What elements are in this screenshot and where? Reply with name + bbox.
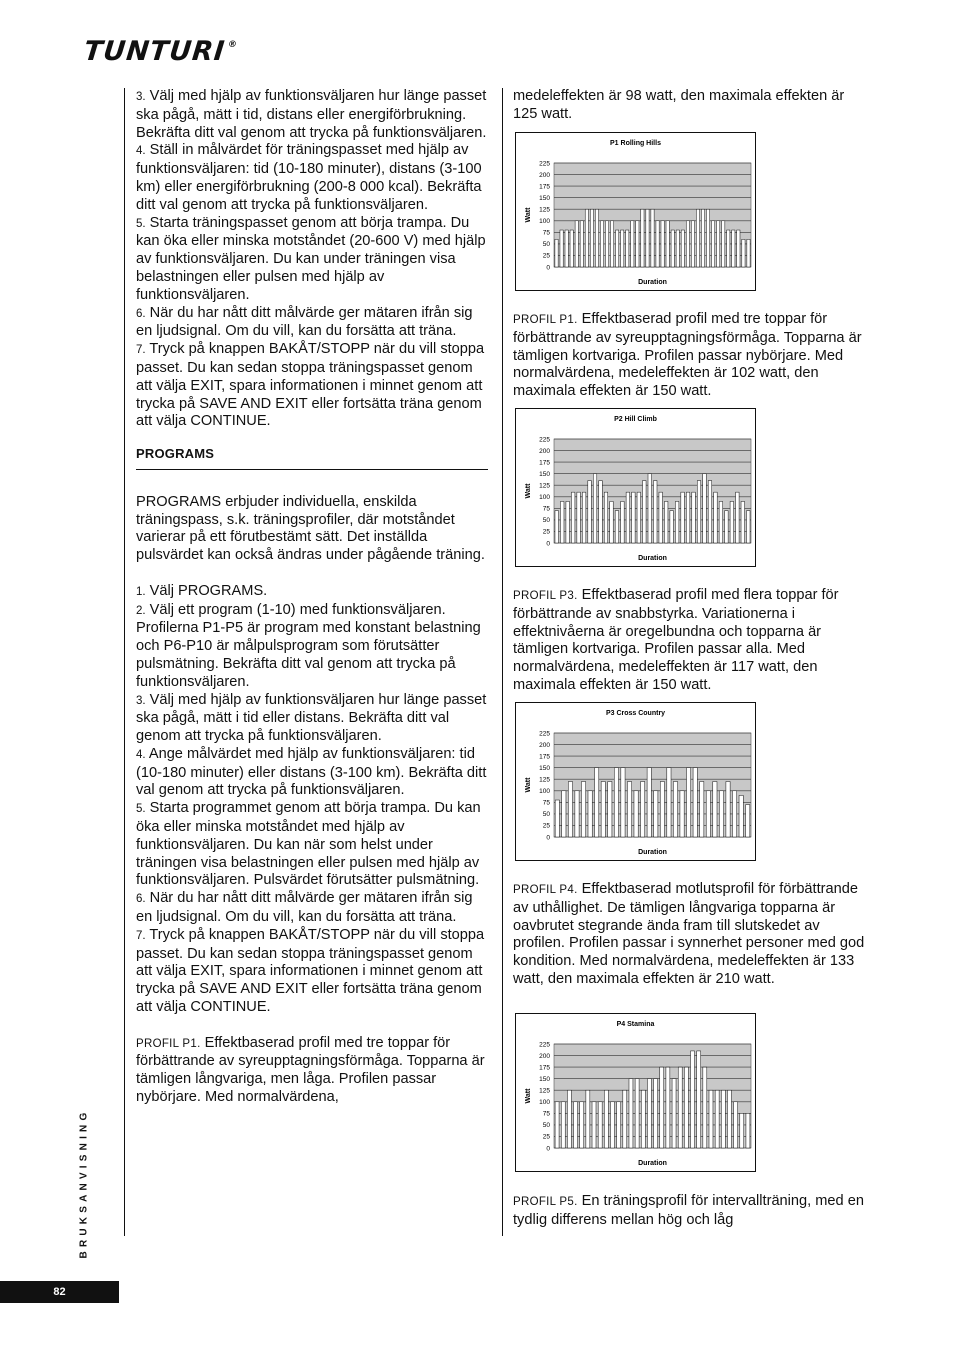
- bar: [670, 511, 674, 543]
- y-tick-label: 200: [539, 447, 550, 455]
- y-tick-label: 225: [539, 436, 550, 444]
- bar: [635, 1079, 639, 1148]
- step-number: 7.: [136, 344, 146, 357]
- y-tick-label: 75: [542, 799, 550, 807]
- profile-text: Effektbaserad motlutsprofil för förbättrande av uthållighet. De tämligen långvariga topparna är oavbrutet stegrande ända fram till slutskedet av profilen. Profilen passar i synnerhet personer med god kondition. Med normalvärdena, medeleffekten är 133 watt, den maximala effekten är 210 watt.: [513, 881, 865, 987]
- step-number: 6.: [136, 307, 146, 320]
- bar: [732, 791, 736, 837]
- right-column-p1-end: [513, 88, 865, 124]
- registered-mark: ®: [227, 40, 239, 50]
- bar: [555, 1102, 559, 1148]
- bar: [701, 209, 704, 267]
- bar: [742, 239, 745, 267]
- bar: [555, 239, 558, 267]
- step-text: Starta träningspasset genom att börja trampa. Du kan öka eller minska motståndet (20-600 V) med hjälp av funktionsväljaren. Du kan under träningen visa belastningen eller pulsen med hjälp av funktionsväljaren.: [136, 214, 486, 303]
- step-text: Välj med hjälp av funktionsväljaren hur länge passet ska pågå, mätt i tid eller distans. Bekräfta ditt val genom att trycka på funktionsväljaren.: [136, 691, 487, 745]
- bar: [746, 805, 750, 837]
- bar: [672, 1079, 676, 1148]
- instruction-step: [136, 88, 488, 142]
- bar: [570, 230, 573, 267]
- bar: [588, 481, 592, 543]
- bar: [582, 492, 586, 543]
- bar: [593, 474, 597, 543]
- step-text: Välj ett program (1-10) med funktionsväljaren. Profilerna P1-P5 är program med konstant belastning och P6-P10 är målpulsprogram som förutsätter pulsmätning. Bekräfta ditt val genom att trycka på funktionsväljaren.: [136, 601, 481, 690]
- bar: [566, 501, 570, 543]
- bar: [611, 1102, 615, 1148]
- bar: [623, 1090, 627, 1148]
- bar: [737, 230, 740, 267]
- instruction-step: [136, 341, 488, 431]
- bar: [706, 791, 710, 837]
- bar: [641, 1090, 645, 1148]
- bar: [671, 230, 674, 267]
- bar: [599, 481, 603, 543]
- y-tick-label: 75: [542, 229, 550, 237]
- x-axis-label: Duration: [638, 849, 667, 856]
- bar: [643, 481, 647, 543]
- y-tick-label: 125: [539, 482, 550, 490]
- y-tick-label: 75: [542, 1110, 550, 1118]
- programs-heading: PROGRAMS: [136, 445, 488, 470]
- profile-label: PROFIL P1.: [513, 314, 578, 326]
- instruction-list-programs: [136, 583, 488, 1017]
- bar: [740, 1113, 744, 1148]
- bar: [691, 1051, 695, 1148]
- bar: [641, 209, 644, 267]
- page-number: 82: [0, 1281, 119, 1303]
- bar: [631, 221, 634, 267]
- tunturi-logo: [82, 36, 238, 67]
- bar: [660, 782, 664, 837]
- bar: [560, 230, 563, 267]
- bar: [629, 1079, 633, 1148]
- bar: [730, 501, 734, 543]
- y-tick-label: 100: [539, 1099, 550, 1107]
- y-tick-label: 0: [546, 834, 550, 842]
- bar: [692, 492, 696, 543]
- bar: [615, 511, 619, 543]
- bar: [680, 791, 684, 837]
- step-text: Tryck på knappen BAKÅT/STOPP när du vill stoppa passet. Du kan sedan stoppa träningspasset genom att välja EXIT, spara informationen i minnet genom att trycka på SAVE AND EXIT eller fortsätta träna genom att välja CONTINUE.: [136, 926, 485, 1016]
- bar: [653, 481, 657, 543]
- bar: [691, 221, 694, 267]
- bar: [555, 511, 559, 543]
- bar: [600, 221, 603, 267]
- left-column-rule: [124, 88, 125, 1236]
- profile-label: PROFIL P4.: [513, 884, 578, 896]
- bar: [580, 221, 583, 267]
- bar: [654, 1079, 658, 1148]
- y-tick-label: 225: [539, 160, 550, 168]
- step-text: När du har nått ditt målvärde ger mätaren ifrån sig en ljudsignal. Om du vill, kan du forsätta att träna.: [136, 890, 473, 926]
- profile-text: En träningsprofil för intervallträning, med en tydlig differens mellan hög och låg: [513, 1193, 864, 1228]
- bar: [736, 492, 740, 543]
- bar: [693, 768, 697, 837]
- bar: [686, 221, 689, 267]
- step-text: Ställ in målvärdet för träningspasset med hjälp av funktionsväljaren: tid (10-180 minuter), distans (3-100 km) eller energiförbrukning (200-8 000 kcal). Bekräfta ditt val genom att trycka på funktionsväljaren.: [136, 142, 482, 213]
- bar: [659, 492, 663, 543]
- bar: [703, 1067, 707, 1148]
- bar: [667, 768, 671, 837]
- y-tick-label: 25: [542, 1133, 550, 1141]
- sidebar-text: BRUKSANVISNING: [78, 1108, 90, 1259]
- y-tick-label: 0: [546, 264, 550, 272]
- instruction-step: [136, 215, 488, 305]
- y-tick-label: 175: [539, 183, 550, 191]
- bar: [562, 791, 566, 837]
- right-column-p3: [513, 587, 865, 695]
- y-tick-label: 150: [539, 1075, 550, 1083]
- bar: [585, 209, 588, 267]
- y-axis-label: Watt: [525, 483, 532, 499]
- instruction-step: [136, 692, 488, 746]
- y-tick-label: 0: [546, 540, 550, 548]
- bar: [673, 782, 677, 837]
- bar: [648, 474, 652, 543]
- step-number: 5.: [136, 217, 146, 230]
- y-tick-label: 125: [539, 206, 550, 214]
- bar: [595, 768, 599, 837]
- bar: [721, 1090, 725, 1148]
- bar: [604, 1090, 608, 1148]
- x-axis-label: Duration: [638, 279, 667, 286]
- y-tick-label: 100: [539, 218, 550, 226]
- bar: [664, 501, 668, 543]
- chart-p3-cross-country: [515, 702, 756, 861]
- step-number: 4.: [136, 145, 146, 158]
- bar: [661, 221, 664, 267]
- bar: [595, 209, 598, 267]
- bar: [660, 1067, 664, 1148]
- profile-p5-paragraph: [513, 1193, 865, 1230]
- bar: [560, 501, 564, 543]
- y-tick-label: 125: [539, 776, 550, 784]
- bar: [678, 1067, 682, 1148]
- chart-p4-stamina: [515, 1013, 756, 1172]
- profile-p1-paragraph: [136, 1035, 488, 1107]
- y-tick-label: 50: [542, 811, 550, 819]
- bar: [621, 501, 625, 543]
- instruction-step: [136, 927, 488, 1017]
- y-tick-label: 175: [539, 1064, 550, 1072]
- instruction-step: [136, 890, 488, 927]
- bar: [555, 800, 559, 837]
- profile-label: PROFIL P1.: [136, 1037, 201, 1050]
- right-column-rule: [502, 88, 503, 1236]
- bar: [641, 782, 645, 837]
- bar: [747, 239, 750, 267]
- step-text: Tryck på knappen BAKÅT/STOPP när du vill stoppa passet. Du kan sedan stoppa träningspasset genom att välja EXIT, spara informationen i minnet genom att trycka på SAVE AND EXIT eller fortsätta träna genom att välja CONTINUE.: [136, 341, 485, 430]
- step-text: När du har nått ditt målvärde ger mätaren ifrån sig en ljudsignal. Om du vill, kan du forsätta att träna.: [136, 304, 473, 340]
- instruction-step: [136, 142, 488, 214]
- bar: [727, 230, 730, 267]
- bar: [610, 221, 613, 267]
- y-axis-label: Watt: [525, 777, 532, 793]
- bar: [713, 782, 717, 837]
- bar: [646, 209, 649, 267]
- y-tick-label: 25: [542, 822, 550, 830]
- bar: [741, 501, 745, 543]
- right-column-p2: [513, 311, 865, 401]
- bar: [565, 230, 568, 267]
- y-axis-label: Watt: [525, 1088, 532, 1104]
- step-number: 7.: [136, 929, 146, 942]
- bar: [577, 492, 581, 543]
- bar: [656, 221, 659, 267]
- profile-label: PROFIL P3.: [513, 590, 578, 602]
- profile-text: Effektbaserad profil med tre toppar för förbättrande av syreupptagningsförmåga. Topparna är tämligen långvariga, men låga. Profilen passar nybörjare. Med normalvärdena,: [136, 1034, 485, 1106]
- bar: [709, 1090, 713, 1148]
- step-number: 3.: [136, 91, 146, 103]
- chart-p1-rolling-hills: [515, 132, 756, 291]
- step-number: 5.: [136, 803, 146, 816]
- bar: [719, 501, 723, 543]
- y-tick-label: 150: [539, 194, 550, 202]
- step-number: 2.: [136, 604, 146, 617]
- bar: [717, 221, 720, 267]
- y-tick-label: 225: [539, 730, 550, 738]
- x-axis-label: Duration: [638, 1160, 667, 1167]
- chart-title: P3 Cross Country: [605, 710, 666, 717]
- bar: [571, 492, 575, 543]
- bar: [586, 1090, 590, 1148]
- bar: [568, 782, 572, 837]
- bar: [632, 492, 636, 543]
- profile-text: Effektbaserad profil med flera toppar för förbättrande av snabbstyrka. Variationerna i effektnivåerna är oregelbundna och topparna är tämligen kortvariga. Profilen passar alla. Med normalvärdena, medeleffekten är 117 watt, den maximala effekten är 150 watt.: [513, 587, 839, 693]
- bar: [734, 1102, 738, 1148]
- profile-p2-paragraph: [513, 311, 865, 401]
- bar: [675, 501, 679, 543]
- bar: [725, 511, 729, 543]
- right-column-p5: [513, 1193, 865, 1230]
- y-tick-label: 150: [539, 764, 550, 772]
- bar: [700, 782, 704, 837]
- bar: [666, 221, 669, 267]
- profile-p3-paragraph: [513, 587, 865, 695]
- bar: [590, 209, 593, 267]
- bar: [614, 768, 618, 837]
- bar: [610, 501, 614, 543]
- bar: [681, 230, 684, 267]
- y-tick-label: 25: [542, 528, 550, 536]
- bar: [732, 230, 735, 267]
- bar: [581, 782, 585, 837]
- step-text: Starta programmet genom att börja trampa. Du kan öka eller minska motståndet med hjälp av funktionsväljaren. Du kan när som helst under träningen visa belastningen eller pulsen med hjälp av funktionsväljaren. Pulsvärdet förutsätter pulsmätning.: [136, 800, 481, 889]
- bar: [654, 791, 658, 837]
- bar: [647, 1079, 651, 1148]
- bar: [684, 1067, 688, 1148]
- bar: [617, 1102, 621, 1148]
- bar: [676, 230, 679, 267]
- bar: [687, 768, 691, 837]
- step-number: 3.: [136, 694, 146, 707]
- y-axis-label: Watt: [525, 207, 532, 223]
- y-tick-label: 50: [542, 241, 550, 249]
- y-tick-label: 150: [539, 470, 550, 478]
- bar: [708, 481, 712, 543]
- step-number: 6.: [136, 893, 146, 906]
- y-tick-label: 200: [539, 171, 550, 179]
- y-tick-label: 200: [539, 741, 550, 749]
- bar: [627, 782, 631, 837]
- bar: [574, 1102, 578, 1148]
- bar: [575, 791, 579, 837]
- bar: [697, 1051, 701, 1148]
- instruction-step: [136, 305, 488, 342]
- bar: [696, 209, 699, 267]
- instruction-step: [136, 583, 488, 602]
- bar: [561, 1102, 565, 1148]
- sidebar-label: [74, 1108, 94, 1268]
- instruction-step: [136, 746, 488, 800]
- left-column: [136, 88, 488, 1107]
- bar: [580, 1102, 584, 1148]
- instruction-step: [136, 602, 488, 692]
- chart-title: P4 Stamina: [616, 1021, 655, 1028]
- bar: [719, 791, 723, 837]
- bar: [601, 782, 605, 837]
- bar: [604, 492, 608, 543]
- step-text: Välj PROGRAMS.: [149, 582, 268, 599]
- bar: [739, 795, 743, 837]
- bar: [726, 782, 730, 837]
- bar: [746, 1113, 750, 1148]
- y-tick-label: 175: [539, 459, 550, 467]
- bar: [588, 791, 592, 837]
- y-tick-label: 75: [542, 505, 550, 513]
- right-column-p4: [513, 881, 865, 989]
- bar: [621, 230, 624, 267]
- y-tick-label: 200: [539, 1052, 550, 1060]
- chart-title: P2 Hill Climb: [614, 416, 657, 423]
- instruction-step: [136, 800, 488, 890]
- p1-continuation: medeleffekten är 98 watt, den maximala effekten är 125 watt.: [513, 88, 845, 122]
- bar: [637, 492, 641, 543]
- step-number: 1.: [136, 585, 146, 598]
- bar: [666, 1067, 670, 1148]
- y-tick-label: 175: [539, 753, 550, 761]
- bar: [626, 230, 629, 267]
- bar: [703, 474, 707, 543]
- bar: [711, 221, 714, 267]
- brand-name: TUNTURI: [82, 36, 227, 67]
- bar: [616, 230, 619, 267]
- bar: [592, 1102, 596, 1148]
- y-tick-label: 125: [539, 1087, 550, 1095]
- bar: [651, 209, 654, 267]
- bar: [626, 492, 630, 543]
- y-tick-label: 0: [546, 1145, 550, 1153]
- bar: [598, 1102, 602, 1148]
- bar: [636, 221, 639, 267]
- programs-intro: PROGRAMS erbjuder individuella, enskilda träningspass, s.k. träningsprofiler, där motståndet varierar på ett förutbestämt sätt. Det inställda pulsvärdet kan också ändras under pågående träning.: [136, 493, 485, 564]
- chart-title: P1 Rolling Hills: [610, 140, 661, 147]
- y-tick-label: 50: [542, 517, 550, 525]
- instruction-list-setup: [136, 88, 488, 431]
- bar: [697, 481, 701, 543]
- bar: [722, 221, 725, 267]
- bar: [727, 1090, 731, 1148]
- y-tick-label: 100: [539, 788, 550, 796]
- bar: [605, 221, 608, 267]
- y-tick-label: 25: [542, 252, 550, 260]
- bar: [575, 221, 578, 267]
- bar: [647, 768, 651, 837]
- bar: [686, 492, 690, 543]
- profile-p4-paragraph: [513, 881, 865, 989]
- bar: [608, 782, 612, 837]
- step-number: 4.: [136, 748, 146, 761]
- bar: [621, 768, 625, 837]
- bar: [715, 1090, 719, 1148]
- y-tick-label: 100: [539, 494, 550, 502]
- bar: [634, 791, 638, 837]
- x-axis-label: Duration: [638, 555, 667, 562]
- step-text: Välj med hjälp av funktionsväljaren hur länge passet ska pågå, mätt i tid, distans eller energiförbrukning. Bekräfta ditt val genom att trycka på funktionsväljaren.: [136, 88, 487, 141]
- bar: [747, 511, 751, 543]
- bar: [567, 1090, 571, 1148]
- bar: [706, 209, 709, 267]
- chart-p2-hill-climb: [515, 408, 756, 567]
- profile-label: PROFIL P5.: [513, 1196, 578, 1208]
- step-text: Ange målvärdet med hjälp av funktionsväljaren: tid (10-180 minuter) eller distans (3-100 km). Bekräfta ditt val genom att trycka på funktionsväljaren.: [136, 745, 487, 799]
- profile-text: Effektbaserad profil med tre toppar för förbättrande av syreupptagningsförmåga. Topparna är tämligen kortvariga. Profilen passar nybörjare. Med normalvärdena, medeleffekten är 102 watt, den maximala effekten är 150 watt.: [513, 311, 862, 400]
- bar: [681, 492, 685, 543]
- y-tick-label: 50: [542, 1122, 550, 1130]
- y-tick-label: 225: [539, 1041, 550, 1049]
- bar: [714, 492, 718, 543]
